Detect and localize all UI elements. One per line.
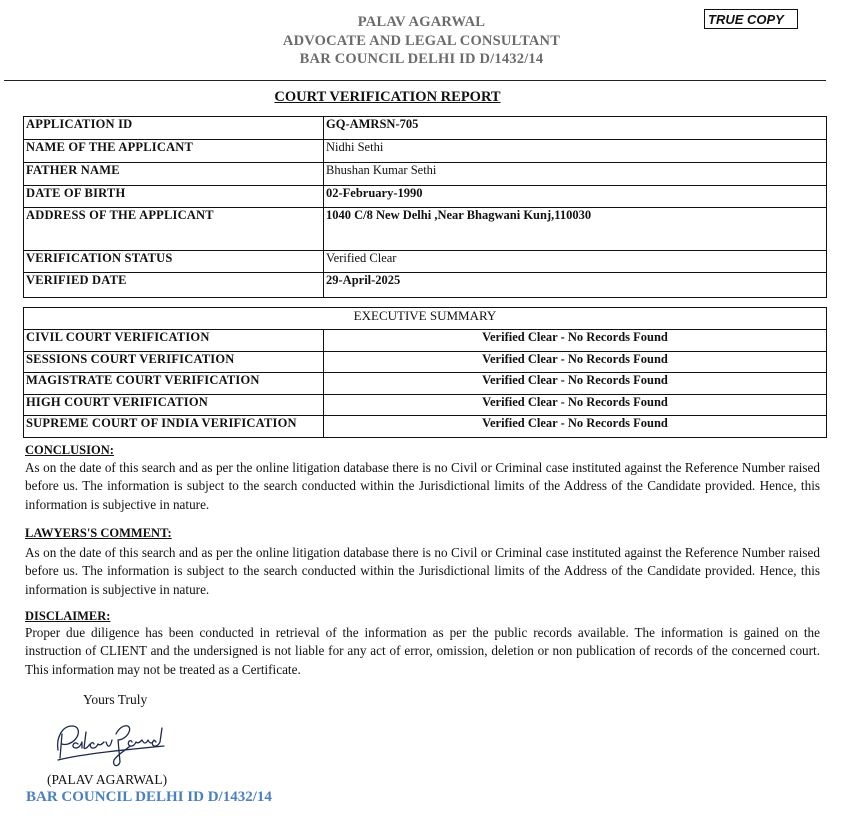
closing-text: Yours Truly — [83, 692, 148, 707]
lawyers-comment-heading: LAWYERS'S COMMENT: — [25, 526, 172, 540]
field-value: Verified Clear — [324, 251, 827, 273]
handwritten-signature — [52, 714, 172, 774]
field-value: 29-April-2025 — [324, 273, 827, 298]
court-result: Verified Clear - No Records Found — [324, 330, 827, 352]
lawyers-comment-text: As on the date of this search and as per the online litigation database there is no Civil or Criminal case instituted against the Reference Number raised before us. The information is subject to the search conducted within the Jurisdictional limits of the Address of the Candidate provided. Hence, this information is subjective in nature. — [25, 545, 820, 597]
conclusion-text: As on the date of this search and as per the online litigation database there is no Civil or Criminal case instituted against the Reference Number raised before us. The information is subject to the search conducted within the Jurisdictional limits of the Address of the Candidate provided. Hence, this information is subjective in nature. — [25, 460, 820, 512]
summary-header-row — [24, 308, 827, 330]
field-label: VERIFIED DATE — [24, 273, 324, 298]
field-label: NAME OF THE APPLICANT — [24, 140, 324, 163]
signatory-bar-id: BAR COUNCIL DELHI ID D/1432/14 — [26, 789, 272, 805]
court-result: Verified Clear - No Records Found — [324, 352, 827, 373]
letterhead-title: ADVOCATE AND LEGAL CONSULTANT — [282, 33, 561, 49]
field-value: 1040 C/8 New Delhi ,Near Bhagwani Kunj,110030 — [324, 208, 827, 251]
table-row — [24, 416, 827, 438]
true-copy-stamp: TRUE COPY — [704, 9, 798, 29]
letterhead-name: PALAV AGARWAL — [357, 14, 486, 30]
court-result: Verified Clear - No Records Found — [324, 416, 827, 438]
field-label: APPLICATION ID — [24, 117, 324, 140]
field-label: ADDRESS OF THE APPLICANT — [24, 208, 324, 251]
report-title: COURT VERIFICATION REPORT — [274, 89, 501, 105]
summary-title: EXECUTIVE SUMMARY — [24, 308, 827, 330]
applicant-details-table — [23, 116, 827, 298]
court-result: Verified Clear - No Records Found — [324, 373, 827, 395]
table-row — [24, 330, 827, 352]
header-divider — [4, 80, 826, 81]
table-row — [24, 140, 827, 163]
letterhead-bar-id: BAR COUNCIL DELHI ID D/1432/14 — [299, 51, 544, 67]
table-row — [24, 251, 827, 273]
disclaimer-heading: DISCLAIMER: — [25, 609, 111, 623]
field-value: Nidhi Sethi — [324, 140, 827, 163]
field-value: 02-February-1990 — [324, 186, 827, 208]
table-row — [24, 373, 827, 395]
table-row — [24, 208, 827, 251]
disclaimer-text: Proper due diligence has been conducted in retrieval of the information as per the public records available. The information is gained on the instruction of CLIENT and the undersigned is not liable for any act of error, omission, deletion or non publication of records of the concerned court. This information may not be treated as a Certificate. — [25, 625, 820, 677]
table-row — [24, 117, 827, 140]
court-label: MAGISTRATE COURT VERIFICATION — [24, 373, 324, 395]
field-value: GQ-AMRSN-705 — [324, 117, 827, 140]
field-label: DATE OF BIRTH — [24, 186, 324, 208]
conclusion-heading: CONCLUSION: — [25, 443, 114, 457]
court-label: CIVIL COURT VERIFICATION — [24, 330, 324, 352]
court-label: SESSIONS COURT VERIFICATION — [24, 352, 324, 373]
table-row — [24, 395, 827, 416]
executive-summary-table — [23, 307, 827, 438]
field-label: FATHER NAME — [24, 163, 324, 186]
table-row — [24, 186, 827, 208]
table-row — [24, 352, 827, 373]
field-value: Bhushan Kumar Sethi — [324, 163, 827, 186]
court-label: SUPREME COURT OF INDIA VERIFICATION — [24, 416, 324, 438]
table-row — [24, 273, 827, 298]
signatory-name: (PALAV AGARWAL) — [47, 772, 168, 787]
table-row — [24, 163, 827, 186]
court-result: Verified Clear - No Records Found — [324, 395, 827, 416]
court-label: HIGH COURT VERIFICATION — [24, 395, 324, 416]
field-label: VERIFICATION STATUS — [24, 251, 324, 273]
